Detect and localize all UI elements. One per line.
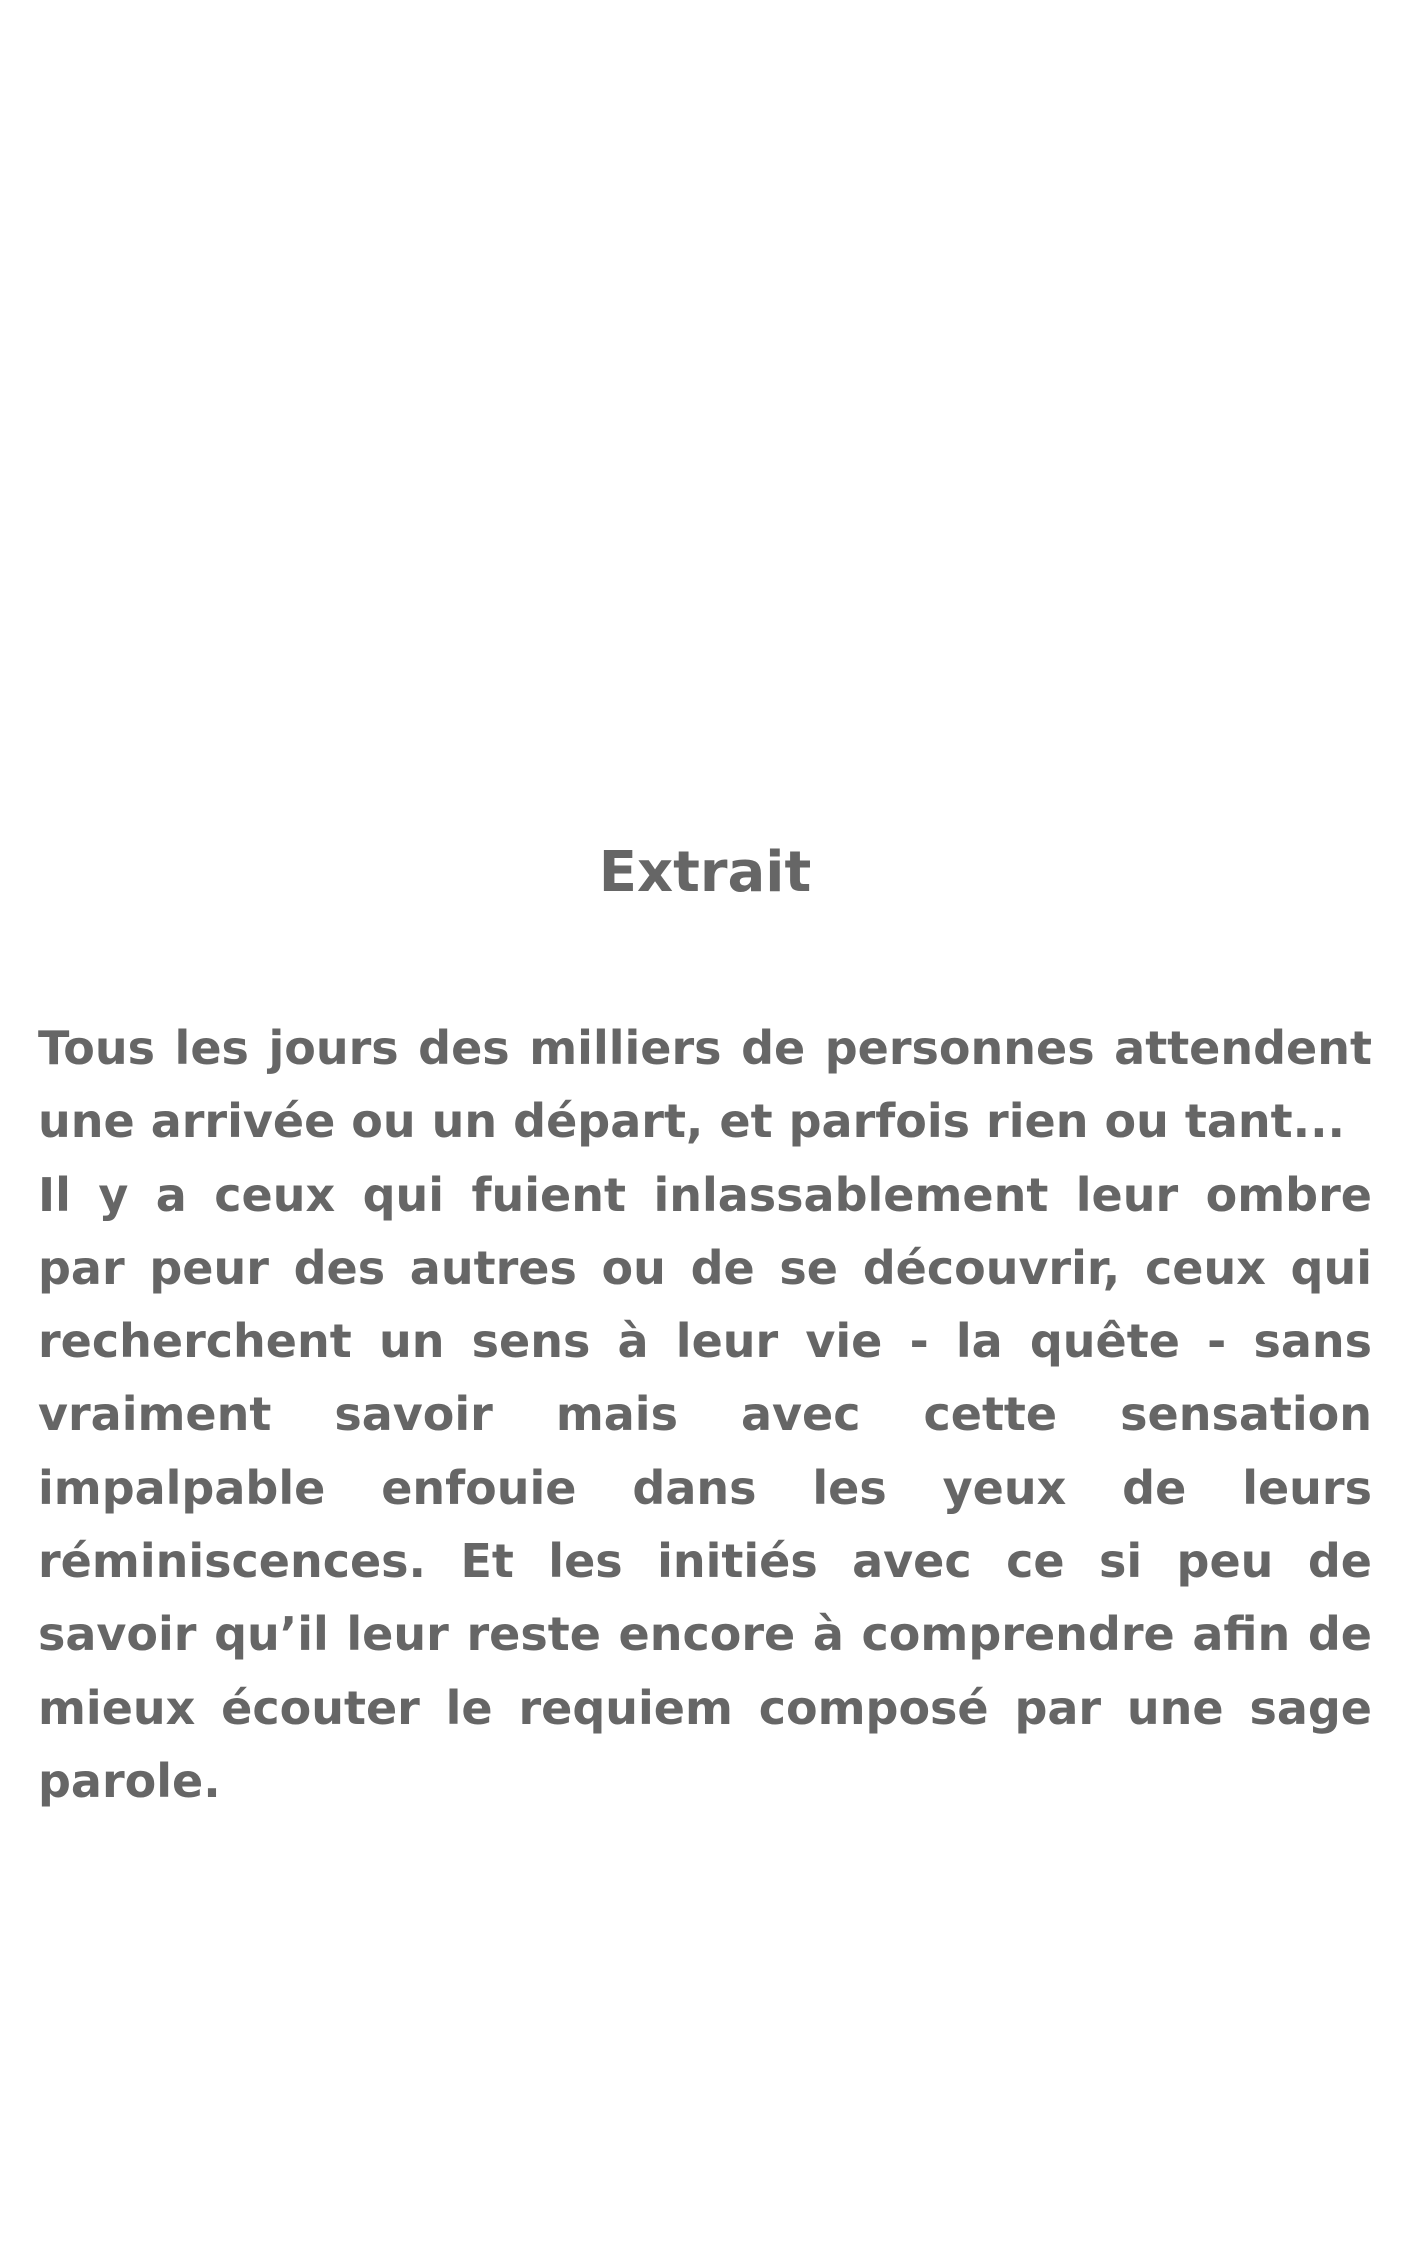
paragraph-1: Tous les jours des milliers de personnes attendent une arrivée ou un départ, et parfois rien ou tant... [38, 1021, 1372, 1149]
page-title: Extrait [598, 840, 812, 905]
excerpt-body [38, 1012, 1372, 1818]
paragraph-2: Il y a ceux qui fuient inlassablement leur ombre par peur des autres ou de se découvrir, ceux qui recherchent un sens à leur vie - la quête - sans vraiment savoir mais avec cette sensation impalpable enfouie dans les yeux de leurs réminiscences. Et les initiés avec ce si peu de savoir qu’il leur reste encore à comprendre afin de mieux écouter le requiem composé par une sage parole. [38, 1167, 1372, 1808]
